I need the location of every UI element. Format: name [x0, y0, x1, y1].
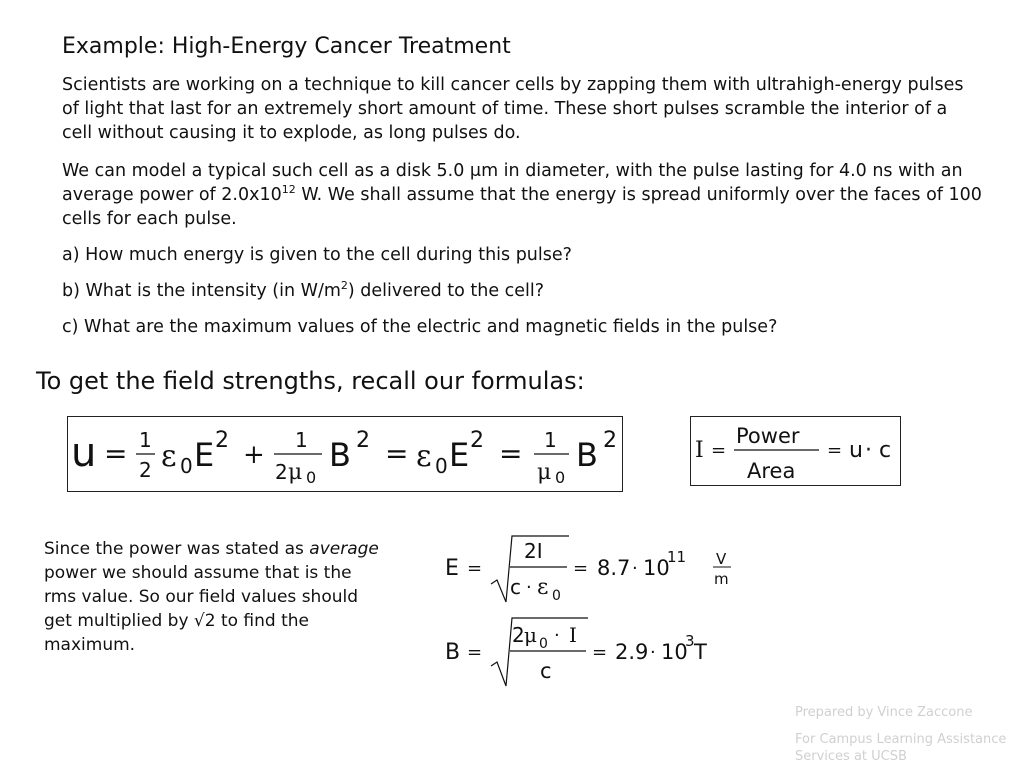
u-symbol: u [71, 430, 97, 476]
cell-model-text: We can model a typical such cell as a disk 5.0 μm in diameter, with the pulse lasting for 4.0 ns with an average power of 2.0x10 [62, 161, 963, 205]
mu-fraction-numerator: 1 [295, 428, 308, 452]
e-field-lhs: E [445, 556, 459, 581]
b-field-denominator: c [540, 659, 552, 683]
e-field-mantissa: 8.7 [597, 556, 631, 580]
plus-sign: + [243, 440, 265, 470]
page-title: Example: High-Energy Cancer Treatment [62, 34, 511, 59]
e-field-denominator-dot: · [526, 577, 532, 598]
rms-text: Since the power was stated as [44, 539, 310, 559]
b-field-equals: = [467, 642, 483, 663]
question-b [62, 279, 982, 303]
mu-only-subscript: 0 [555, 468, 566, 487]
energy-density-formula [68, 417, 621, 490]
intensity-formula-box [690, 416, 901, 486]
B-squared: 2 [356, 428, 370, 453]
b-field-unit-tesla: T [694, 640, 707, 664]
intensity-equals: = [711, 440, 727, 461]
b-field-numerator-mu: μ [524, 623, 537, 647]
question-b-text-end: ) delivered to the cell? [347, 281, 545, 301]
E-squared: 2 [215, 428, 229, 453]
area-denominator: Area [747, 459, 796, 483]
e-field-equals-2: = [573, 558, 589, 579]
power-numerator: Power [736, 424, 800, 448]
b-field-lhs: B [445, 640, 461, 665]
rms-emphasis: average [309, 539, 379, 559]
mu-subscript: 0 [306, 468, 317, 487]
intensity-symbol: I [695, 438, 704, 463]
mu-only-symbol: μ [537, 460, 552, 485]
e-field-denominator-c: c [510, 575, 521, 599]
intensity-equals-2: = [827, 440, 843, 461]
energy-density-u: u [849, 438, 863, 463]
power-exponent: 12 [281, 183, 296, 197]
b-field-numerator-I: I [569, 623, 577, 647]
b-field-exponent: 3 [685, 632, 695, 650]
rms-text-end: power we should assume that is the rms value. So our field values should get multiplied by √2 to find the maximum. [44, 563, 359, 655]
energy-density-formula-box [67, 416, 623, 492]
e-field-multiply-dot: · [632, 558, 638, 579]
B-symbol: B [329, 436, 351, 474]
e-field-equals: = [467, 558, 483, 579]
equals-sign-3: = [499, 437, 523, 470]
e-field-denominator-epsilon: ε [537, 575, 549, 600]
e-field-formula [440, 530, 750, 610]
epsilon-subscript-2: 0 [435, 454, 448, 478]
b-field-numerator-two: 2 [512, 623, 525, 647]
e-field-unit-volts: V [716, 550, 727, 568]
e-field-exponent: 11 [667, 548, 687, 566]
mu-fraction-two: 2 [275, 460, 288, 484]
recall-heading: To get the field strengths, recall our formulas: [36, 367, 585, 395]
b-field-mantissa: 2.9 [615, 640, 649, 664]
b-field-numerator-dot: · [554, 625, 560, 646]
epsilon-subscript: 0 [180, 454, 193, 478]
E-symbol: E [194, 436, 215, 474]
cell-model-paragraph [62, 159, 982, 231]
e-field-numerator: 2I [524, 539, 543, 563]
question-b-exponent: 2 [340, 279, 348, 293]
b-field-equals-2: = [592, 642, 608, 663]
E-squared-2: 2 [470, 428, 484, 453]
b-field-formula [440, 614, 750, 694]
problem-intro-paragraph: Scientists are working on a technique to kill cancer cells by zapping them with ultrahigh-energy pulses of light that last for an extremely short amount of time. These short pulses scramble the interior of a cell without causing it to explode, as long pulses do. [62, 75, 964, 143]
b-field-mu-subscript: 0 [539, 636, 548, 652]
b-field-base: 10 [661, 640, 688, 664]
mu-symbol: μ [288, 460, 303, 485]
half-denominator: 2 [139, 458, 152, 482]
E-symbol-2: E [449, 436, 470, 474]
credit-author: Prepared by Vince Zaccone [795, 705, 973, 720]
intensity-formula [691, 417, 899, 484]
speed-of-light-c: c [879, 438, 892, 463]
half-numerator: 1 [139, 428, 152, 452]
e-field-unit-meters: m [714, 570, 729, 588]
mu-only-numerator: 1 [544, 428, 557, 452]
multiply-dot: · [865, 438, 872, 463]
epsilon-symbol: ε [161, 439, 177, 474]
question-b-text: b) What is the intensity (in W/m [62, 281, 341, 301]
cell-model-text-end: W. We shall assume that the energy is spread uniformly over the faces of 100 cells for each pulse. [62, 185, 982, 229]
B-squared-2: 2 [603, 428, 617, 453]
epsilon-symbol-2: ε [416, 439, 432, 474]
equals-sign: = [104, 437, 128, 470]
credit-organization: For Campus Learning Assistance Services at UCSB [795, 732, 1007, 764]
b-field-multiply-dot: · [650, 642, 656, 663]
equals-sign-2: = [385, 437, 409, 470]
rms-explanation [44, 537, 384, 657]
B-symbol-2: B [576, 436, 598, 474]
e-field-epsilon-subscript: 0 [552, 588, 561, 604]
question-a: a) How much energy is given to the cell during this pulse? [62, 245, 572, 265]
e-field-base: 10 [643, 556, 670, 580]
question-c: c) What are the maximum values of the electric and magnetic fields in the pulse? [62, 317, 778, 337]
